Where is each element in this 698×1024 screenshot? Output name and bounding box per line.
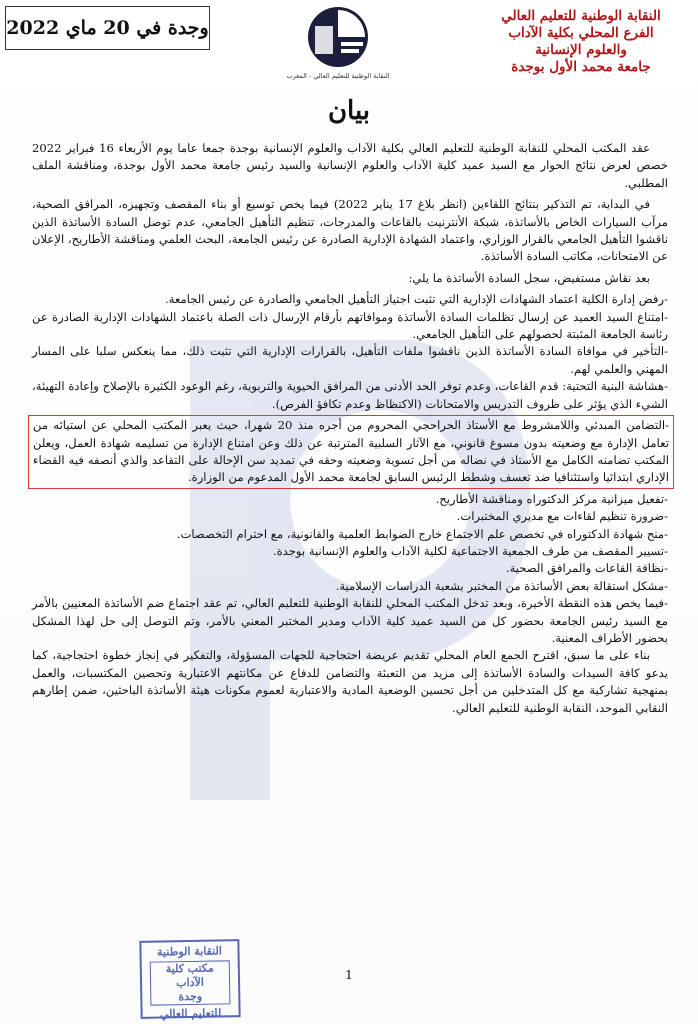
list-item: -هشاشة البنية التحتية: قدم القاعات، وعدم توفر الحد الأدنى من المرافق الحيوية والتربوية، رغم الوعود الكثيرة بالإصلاح وإعادة التهيئة، الشيء الذي يؤثر على ظروف التدريس والامتحانات (الاكتظاظ وعدم تكافؤ الفرص). xyxy=(32,379,668,411)
document-body xyxy=(32,140,668,721)
list-item: -تفعيل ميزانية مركز الدكتوراه ومناقشة الأطاريح. xyxy=(435,491,668,506)
stamp-line-2: مكتب كلية الآداب xyxy=(165,961,214,990)
list-item: -مشكل استقالة بعض الأساتذة من المختبر بشعبة الدراسات الإسلامية. xyxy=(335,578,668,593)
conclusion-paragraph: بناء على ما سبق، اقترح الجمع العام المحلي تقديم عريضة احتجاجية للجهات المسؤولة، والتفكير في إنجاز خطوة احتجاجية، كما يدعو كافة السيدات والسادة الأساتذة إلى مزيد من التعبئة والتضامن للدفاع عن مكانتهم الاعتبارية وتحصين المكتسبات، والعمل بمنهجية تشاركية مع كل المتدخلين من أجل تحسين الوضعية المادية والاعتبارية لعموم مكونات هيئة الأساتذة الباحثين، ضمن إطارهم النقابي الموحد، النقابة الوطنية للتعليم العالي. xyxy=(32,648,668,715)
stamp-line-3: وجدة xyxy=(178,989,203,1004)
page-number: 1 xyxy=(345,968,353,982)
reminder-paragraph: في البداية، تم التذكير بنتائج اللقاءين (انظر بلاغ 17 يناير 2022) فيما يخص توسيع أو بناء المقصف وتجهيزه، المرافق الصحية، مرآب السيارات الخاص بالأساتذة، شبكة الأنترنيت بالقاعات والمدرجات، تنظيم التأهيل الجامعي، عدم توصل السادة الأساتذة الذين ناقشوا التأهيل الجامعي بالقرار الوزاري، واعتماد الشهادة الإدارية الصادرة عن رئيس الجامعة، البحث العلمي ومناقشة الأطاريح، الإعلان عن الامتحانات، مكاتب السادة الأساتذة. xyxy=(32,197,668,264)
list-item: -ضرورة تنظيم لقاءات مع مديري المختبرات. xyxy=(456,509,668,524)
document-title: بيان xyxy=(327,96,371,126)
union-header xyxy=(476,8,686,76)
union-line-2: الفرع المحلي بكلية الآداب xyxy=(508,25,654,41)
union-line-1: النقابة الوطنية للتعليم العالي xyxy=(501,8,661,24)
list-item: -تسيير المقصف من طرف الجمعية الاجتماعية لكلية الآداب والعلوم الإنسانية بوجدة. xyxy=(272,543,668,558)
union-line-4: جامعة محمد الأول بوجدة xyxy=(511,59,651,75)
list-item: -امتناع السيد العميد عن إرسال تظلمات السادة الأساتذة وموافاتهم بأرقام الإرسال ذات الصلة باعتماد الشهادات الإدارية الصادرة عن رئاسة الجامعة المثبتة لحصولهم على التأهيل الجامعي. xyxy=(32,309,668,342)
stamp-line-4: للتعليم العالي xyxy=(159,1006,222,1021)
list-item: -نظافة القاعات والمرافق الصحية. xyxy=(505,561,668,576)
logo-caption: النقابة الوطنية للتعليم العالي - المغرب xyxy=(286,72,390,80)
document-date: وجدة في 20 ماي 2022 xyxy=(6,17,209,39)
stamp-line-1: النقابة الوطنية xyxy=(156,944,223,959)
union-line-3: والعلوم الإنسانية xyxy=(535,42,627,58)
list-item: -رفض إدارة الكلية اعتماد الشهادات الإدارية التي تثبت اجتياز التأهيل الجامعي والصادرة عن رئيس الجامعة. xyxy=(165,292,668,307)
discussion-intro: بعد نقاش مستفيض، سجل السادة الأساتذة ما يلي: xyxy=(408,270,650,285)
highlighted-list-item: -التضامن المبدئي واللامشروط مع الأستاذ الحراحجي المحروم من أجره منذ 20 شهرا، حيث يعبر المكتب المحلي عن استيائه من تعامل الإدارة مع وضعيته بدون مسوغ قانوني، مع الآثار السلبية المترتبة عن ذلك وعن امتناع الإدارة من تسليمه شهادة العمل، ويعلن المكتب تضامنه الكامل مع الأستاذ في نضاله من أجل تسوية وضعيته وحقه في تمديد سن الإحالة على التقاعد والذي أنصفه فيه القضاء الإداري ابتدائيا واستئنافيا ضد تعسف وشطط الرئيس السابق لجامعة محمد الأول المدعوم من الوزارة. xyxy=(33,418,669,485)
union-logo xyxy=(286,4,390,84)
list-item: -فيما يخص هذه النقطة الأخيرة، وبعد تدخل المكتب المحلي للنقابة الوطنية للتعليم العالي، تم عقد اجتماع ضم الأساتذة المعنيين بالأمر مع السيد رئيس الجامعة بحضور كل من السيد عميد كلية الآداب ومدير المختبر المعني بالأمر، وتم التوصل إلى حل لهذا المشكل بحضور الأطراف المعنية. xyxy=(32,596,668,645)
date-box xyxy=(5,6,210,50)
highlighted-solidarity-box xyxy=(28,415,674,489)
list-item: -منح شهادة الدكتوراه في تخصص علم الاجتماع خارج الضوابط العلمية والقانونية، مع احترام التخصصات. xyxy=(176,526,668,541)
list-item: -التأخير في موافاة السادة الأساتذة الذين ناقشوا ملفات التأهيل، بالقرارات الإدارية التي تثبت ذلك، مما ينعكس سلبا على المسار المهني والعلمي لهم. xyxy=(32,344,668,376)
intro-paragraph: عقد المكتب المحلي للنقابة الوطنية للتعليم العالي بكلية الآداب والعلوم الإنسانية بوجدة جمعا عاما يوم الأربعاء 16 فبراير 2022 خصص لعرض نتائج الحوار مع السيد عميد كلية الآداب والعلوم الإنسانية والسيد رئيس جامعة محمد الأول بوجدة، ومناقشة الملف المطلبي. xyxy=(32,141,668,190)
